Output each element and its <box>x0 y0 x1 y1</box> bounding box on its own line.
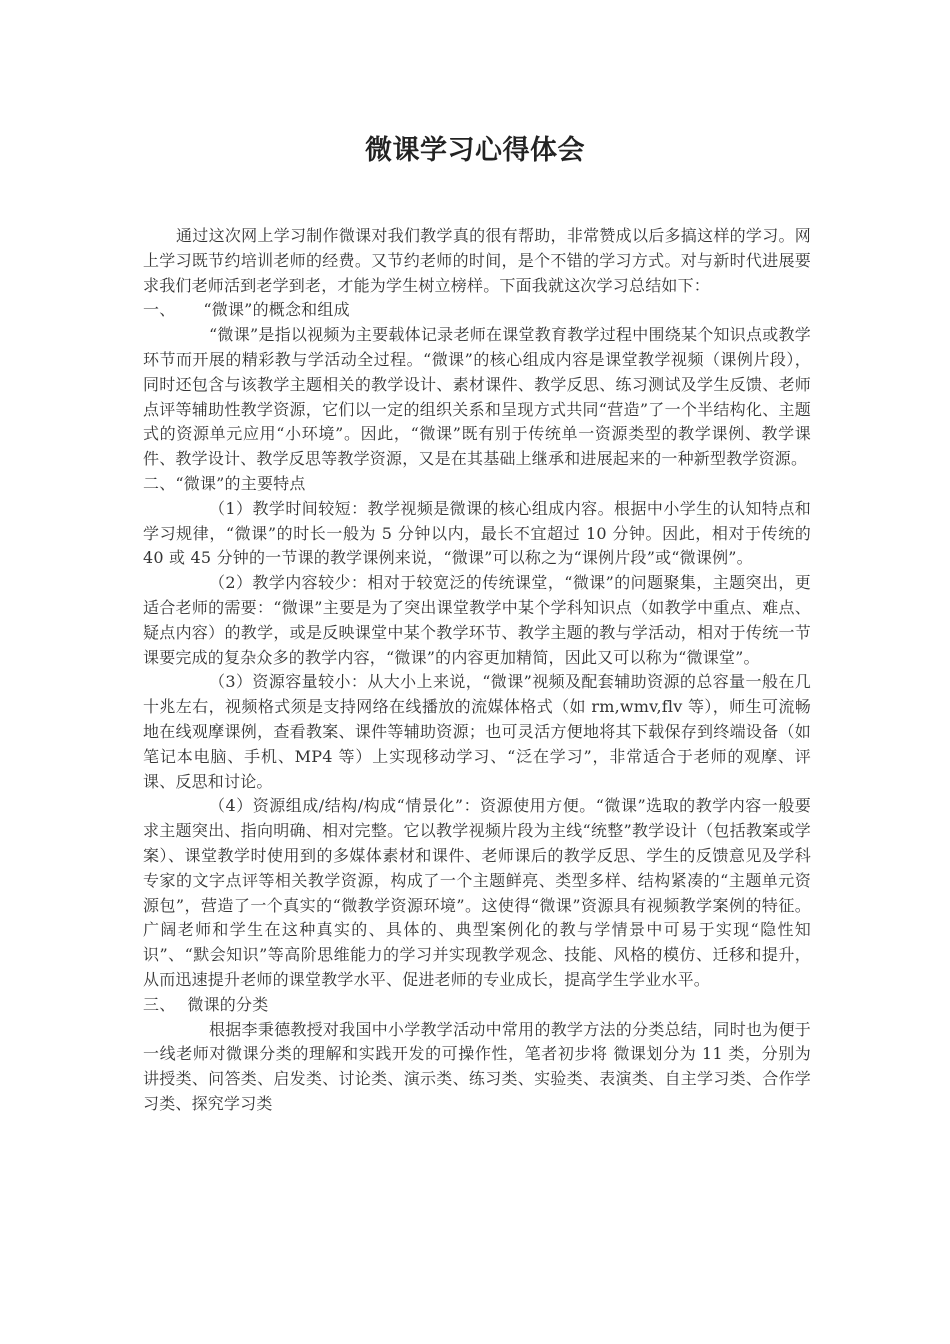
section-1-paragraph: “微课”是指以视频为主要载体记录老师在课堂教育教学过程中围绕某个知识点或教学环节而开展的精彩教与学活动全过程。“微课”的核心组成内容是课堂教学视频（课例片段），同时还包含与该教学主题相关的教学设计、素材课件、教学反思、练习测试及学生反馈、老师点评等辅助性教学资源，它们以一定的组织关系和呈现方式共同“营造”了一个半结构化、主题式的资源单元应用“小环境”。因此，“微课”既有别于传统单一资源类型的教学课例、教学课件、教学设计、教学反思等教学资源，又是在其基础上继承和进展起来的一种新型教学资源。 <box>143 325 811 469</box>
intro-paragraph: 通过这次网上学习制作微课对我们教学真的很有帮助，非常赞成以后多搞这样的学习。网上学习既节约培训老师的经费。又节约老师的时间，是个不错的学习方式。对与新时代进展要求我们老师活到老学到老，才能为学生树立榜样。下面我就这次学习总结如下： <box>143 226 811 295</box>
section-3-title: 微课的分类 <box>187 994 269 1014</box>
section-2-heading: 二、“微课”的主要特点 <box>143 473 306 493</box>
section-3-number: 三、 <box>143 994 176 1014</box>
feature-item-3: （3）资源容量较小：从大小上来说，“微课”视频及配套辅助资源的总容量一般在几十兆左右，视频格式须是支持网络在线播放的流媒体格式（如 rm,wmv,flv 等），师生可流畅地在线观摩课例，查看教案、课件等辅助资源；也可灵活方便地将其下载保存到终端设备（如笔记本电脑、手机、MP4 等）上实现移动学习、“泛在学习”，非常适合于老师的观摩、评课、反思和讨论。 <box>143 672 811 791</box>
document-body <box>143 224 811 1117</box>
feature-item-1: （1）教学时间较短：教学视频是微课的核心组成内容。根据中小学生的认知特点和学习规律，“微课”的时长一般为 5 分钟以内，最长不宜超过 10 分钟。因此，相对于传统的 40 或 45 分钟的一节课的教学课例来说，“微课”可以称之为“课例片段”或“微课例”。 <box>143 498 811 568</box>
section-1-number: 一、 <box>143 300 176 320</box>
document-title: 微课学习心得体会 <box>365 135 585 166</box>
section-3-paragraph: 根据李秉德教授对我国中小学教学活动中常用的教学方法的分类总结，同时也为便于一线老师对微课分类的理解和实践开发的可操作性，笔者初步将 微课划分为 11 类，分别为讲授类、问答类、启发类、讨论类、演示类、练习类、实验类、表演类、自主学习类、合作学习类、探究学习类 <box>143 1019 811 1113</box>
section-1-heading <box>143 298 811 323</box>
feature-item-4: （4）资源组成/结构/构成“情景化”：资源使用方便。“微课”选取的教学内容一般要求主题突出、指向明确、相对完整。它以教学视频片段为主线“统整”教学设计（包括教案或学案）、课堂教学时使用到的多媒体素材和课件、老师课后的教学反思、学生的反馈意见及学科专家的文字点评等相关教学资源，构成了一个主题鲜亮、类型多样、结构紧凑的“主题单元资源包”，营造了一个真实的“微教学资源环境”。这使得“微课”资源具有视频教学案例的特征。广阔老师和学生在这种真实的、具体的、典型案例化的教与学情景中可易于实现“隐性知识”、“默会知识”等高阶思维能力的学习并实现教学观念、技能、风格的模仿、迁移和提升，从而迅速提升老师的课堂教学水平、促进老师的专业成长，提高学生学业水平。 <box>143 796 811 989</box>
section-3-heading <box>143 993 811 1018</box>
section-1-title: “微课”的概念和组成 <box>203 300 350 320</box>
feature-item-2: （2）教学内容较少：相对于较宽泛的传统课堂，“微课”的问题聚集，主题突出，更适合老师的需要：“微课”主要是为了突出课堂教学中某个学科知识点（如教学中重点、难点、疑点内容）的教学，或是反映课堂中某个教学环节、教学主题的教与学活动，相对于传统一节课要完成的复杂众多的教学内容，“微课”的内容更加精简，因此又可以称为“微课堂”。 <box>143 573 811 667</box>
